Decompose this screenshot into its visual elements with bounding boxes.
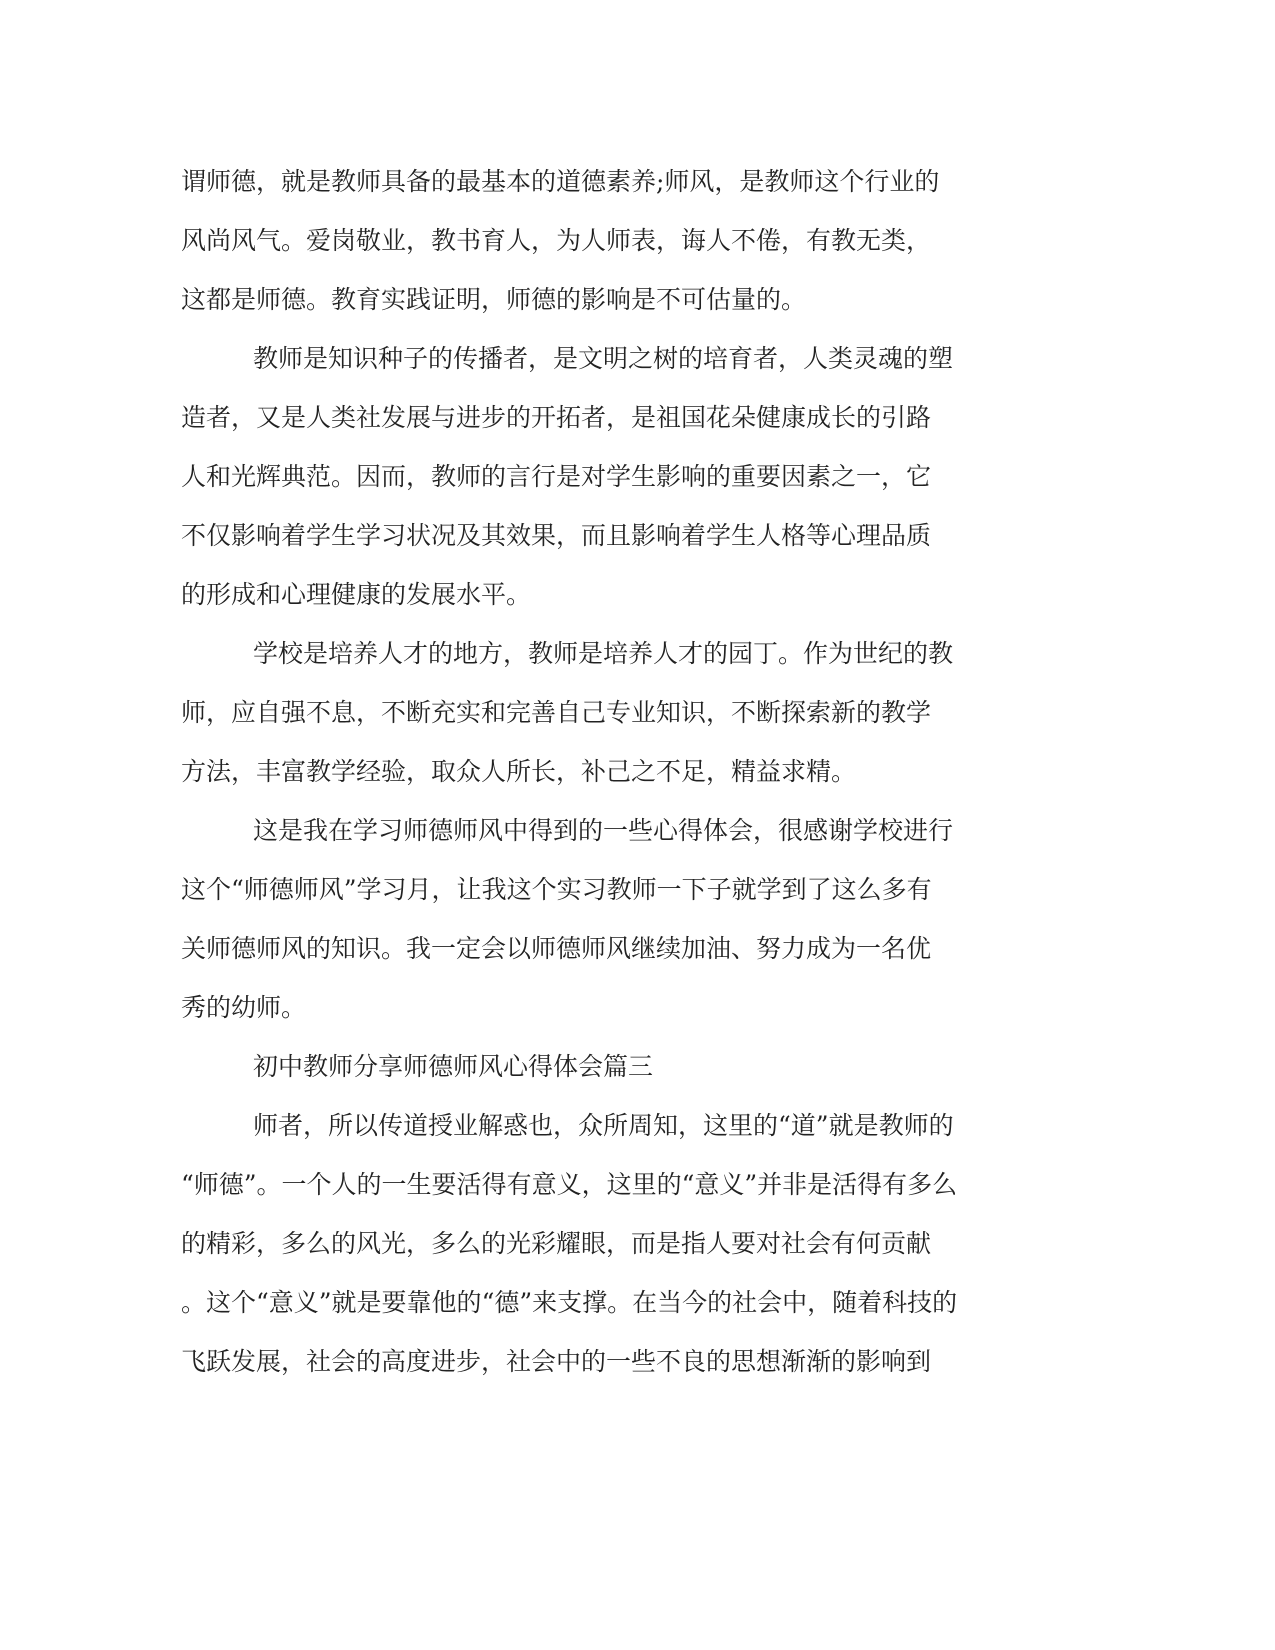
text-line: 风尚风气。爱岗敬业，教书育人，为人师表，诲人不倦，有教无类，: [181, 226, 932, 255]
text-line: 这个“师德师风”学习月，让我这个实习教师一下子就学到了这么多有: [181, 875, 932, 904]
heading-text: 初中教师分享师德师风心得体会篇三: [253, 1052, 654, 1081]
text-line: 造者，又是人类社发展与进步的开拓者，是祖国花朵健康成长的引路: [181, 403, 932, 432]
text-line: 这都是师德。教育实践证明，师德的影响是不可估量的。: [181, 285, 807, 314]
paragraph: [181, 329, 1061, 624]
text-line: 。这个“意义”就是要靠他的“德”来支撑。在当今的社会中，随着科技的: [181, 1288, 958, 1317]
text-line: 这是我在学习师德师风中得到的一些心得体会，很感谢学校进行: [253, 816, 954, 845]
text-line: 不仅影响着学生学习状况及其效果，而且影响着学生人格等心理品质: [181, 521, 932, 550]
text-line: 师者，所以传道授业解惑也，众所周知，这里的“道”就是教师的: [253, 1111, 954, 1140]
text-line: 飞跃发展，社会的高度进步，社会中的一些不良的思想渐渐的影响到: [181, 1347, 932, 1376]
text-line: 的精彩，多么的风光，多么的光彩耀眼，而是指人要对社会有何贡献: [181, 1229, 932, 1258]
paragraph: [181, 152, 1061, 329]
text-line: “师德”。一个人的一生要活得有意义，这里的“意义”并非是活得有多么: [181, 1170, 958, 1199]
text-line: 谓师德，就是教师具备的最基本的道德素养;师风，是教师这个行业的: [181, 167, 940, 196]
text-line: 学校是培养人才的地方，教师是培养人才的园丁。作为世纪的教: [253, 639, 954, 668]
document-body: [181, 152, 1061, 1391]
text-line: 教师是知识种子的传播者，是文明之树的培育者，人类灵魂的塑: [253, 344, 954, 373]
section-heading: [181, 1037, 1061, 1096]
text-line: 的形成和心理健康的发展水平。: [181, 580, 532, 609]
text-line: 师，应自强不息，不断充实和完善自己专业知识，不断探索新的教学: [181, 698, 932, 727]
paragraph: [181, 624, 1061, 801]
text-line: 人和光辉典范。因而，教师的言行是对学生影响的重要因素之一，它: [181, 462, 932, 491]
text-line: 秀的幼师。: [181, 993, 307, 1022]
text-line: 关师德师风的知识。我一定会以师德师风继续加油、努力成为一名优: [181, 934, 932, 963]
paragraph: [181, 801, 1061, 1037]
paragraph: [181, 1096, 1061, 1391]
text-line: 方法，丰富教学经验，取众人所长，补己之不足，精益求精。: [181, 757, 857, 786]
